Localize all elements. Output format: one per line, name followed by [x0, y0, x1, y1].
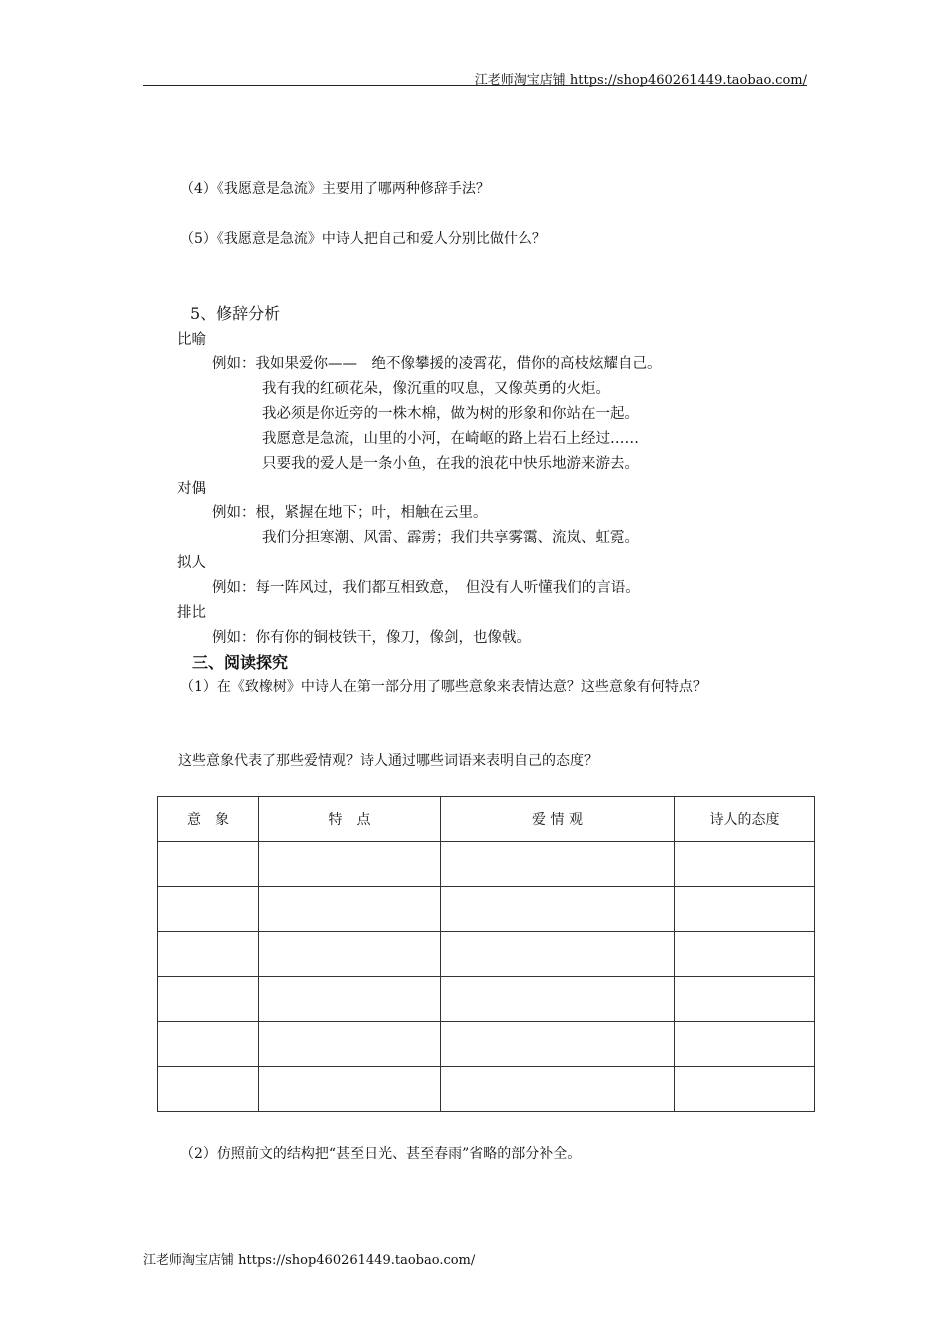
parallelism-example-line: 例如：你有你的铜枝铁干，像刀，像剑，也像戟。 [212, 630, 531, 646]
table-cell[interactable] [441, 842, 675, 887]
table-cell[interactable] [259, 1067, 441, 1112]
personification-label: 拟人 [177, 555, 206, 571]
table-cell[interactable] [259, 1022, 441, 1067]
parallelism-label: 排比 [177, 605, 206, 621]
table-cell[interactable] [441, 1022, 675, 1067]
table-cell[interactable] [158, 932, 259, 977]
page-footer: 江老师淘宝店铺 https://shop460261449.taobao.com/ [143, 1253, 476, 1268]
section-3-title: 三、阅读探究 [192, 653, 289, 672]
table-cell[interactable] [259, 932, 441, 977]
table-cell[interactable] [675, 1022, 815, 1067]
table-row [158, 932, 815, 977]
reading-question-1: （1）在《致橡树》中诗人在第一部分用了哪些意象来表情达意？这些意象有何特点？ [180, 679, 707, 695]
table-cell[interactable] [675, 1067, 815, 1112]
table-cell[interactable] [259, 887, 441, 932]
metaphor-example-line: 我必须是你近旁的一株木棉，做为树的形象和你站在一起。 [262, 406, 639, 422]
table-header-cell: 诗人的态度 [675, 797, 815, 842]
table-cell[interactable] [441, 977, 675, 1022]
reading-question-1b: 这些意象代表了那些爱情观？诗人通过哪些词语来表明自己的态度？ [178, 753, 598, 769]
metaphor-label: 比喻 [177, 332, 206, 348]
antithesis-label: 对偶 [177, 481, 206, 497]
reading-question-2: （2）仿照前文的结构把“甚至日光、甚至春雨”省略的部分补全。 [180, 1146, 582, 1162]
table-header-cell: 爱 情 观 [441, 797, 675, 842]
table-cell[interactable] [158, 1022, 259, 1067]
table-cell[interactable] [158, 887, 259, 932]
table-cell[interactable] [158, 1067, 259, 1112]
antithesis-example-line: 例如：根，紧握在地下；叶，相触在云里。 [212, 505, 488, 521]
table-cell[interactable] [158, 842, 259, 887]
section-5-title: 5、修辞分析 [190, 304, 281, 323]
table-header-cell: 意 象 [158, 797, 259, 842]
table-row [158, 1022, 815, 1067]
table-cell[interactable] [675, 932, 815, 977]
table-row [158, 977, 815, 1022]
antithesis-example-line: 我们分担寒潮、风雷、霹雳；我们共享雾霭、流岚、虹霓。 [262, 530, 639, 546]
table-cell[interactable] [441, 932, 675, 977]
table-row [158, 887, 815, 932]
question-4: （4）《我愿意是急流》主要用了哪两种修辞手法？ [180, 181, 490, 197]
metaphor-example-line: 我有我的红硕花朵，像沉重的叹息，又像英勇的火炬。 [262, 381, 610, 397]
imagery-table [157, 796, 815, 1112]
table-row [158, 842, 815, 887]
header-rule [143, 85, 807, 86]
table-header-row [158, 797, 815, 842]
table-cell[interactable] [259, 977, 441, 1022]
metaphor-example-line: 我愿意是急流，山里的小河，在崎岖的路上岩石上经过…… [262, 431, 639, 447]
table-cell[interactable] [441, 887, 675, 932]
table-cell[interactable] [675, 977, 815, 1022]
page-header: 江老师淘宝店铺 https://shop460261449.taobao.com/ [474, 73, 807, 88]
table-cell[interactable] [158, 977, 259, 1022]
metaphor-example-line: 例如：我如果爱你—— 绝不像攀援的凌霄花，借你的高枝炫耀自己。 [212, 356, 662, 372]
table-row [158, 1067, 815, 1112]
table-cell[interactable] [675, 887, 815, 932]
table-header-cell: 特 点 [259, 797, 441, 842]
table-cell[interactable] [441, 1067, 675, 1112]
question-5: （5）《我愿意是急流》中诗人把自己和爱人分别比做什么？ [180, 231, 546, 247]
metaphor-example-line: 只要我的爱人是一条小鱼，在我的浪花中快乐地游来游去。 [262, 456, 639, 472]
table-cell[interactable] [259, 842, 441, 887]
table-cell[interactable] [675, 842, 815, 887]
personification-example-line: 例如：每一阵风过，我们都互相致意， 但没有人听懂我们的言语。 [212, 580, 640, 596]
